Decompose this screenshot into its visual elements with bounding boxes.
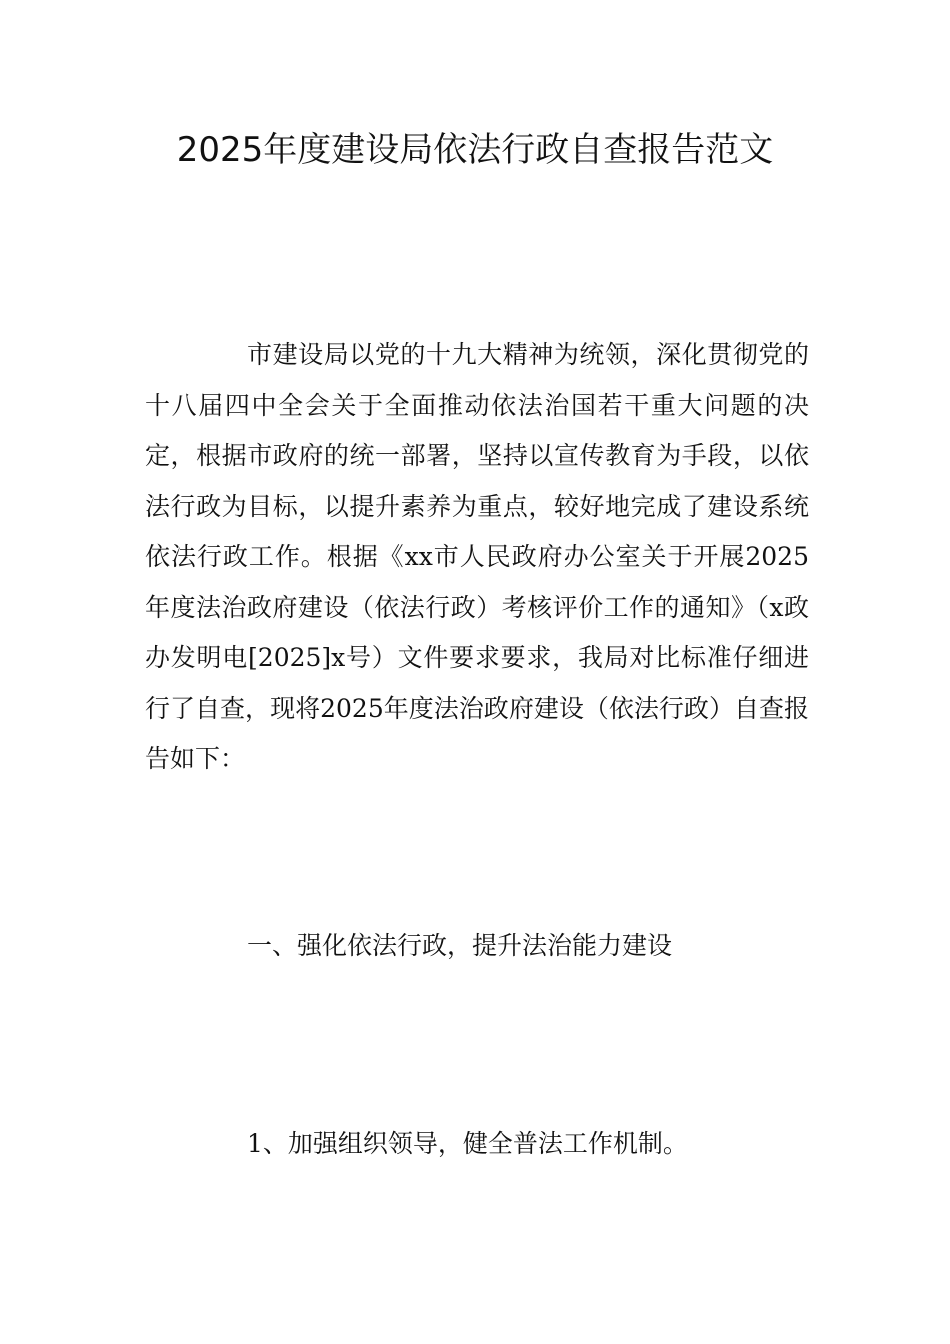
document-title: 2025年度建设局依法行政自查报告范文	[176, 130, 774, 170]
subsection-heading: 1、加强组织领导，健全普法工作机制。	[247, 1129, 688, 1158]
intro-paragraph: 市建设局以党的十九大精神为统领，深化贯彻党的十八届四中全会关于全面推动依法治国若干重大问题的决定，根据市政府的统一部署，坚持以宣传教育为手段，以依法行政为目标，以提升素养为重点，较好地完成了建设系统依法行政工作。根据《xx市人民政府办公室关于开展2025年度法治政府建设（依法行政）考核评价工作的通知》（x政办发明电[2025]x号）文件要求要求，我局对比标准仔细进行了自查，现将2025年度法治政府建设（依法行政）自查报告如下：	[145, 340, 809, 773]
section-heading: 一、强化依法行政，提升法治能力建设	[247, 931, 673, 960]
